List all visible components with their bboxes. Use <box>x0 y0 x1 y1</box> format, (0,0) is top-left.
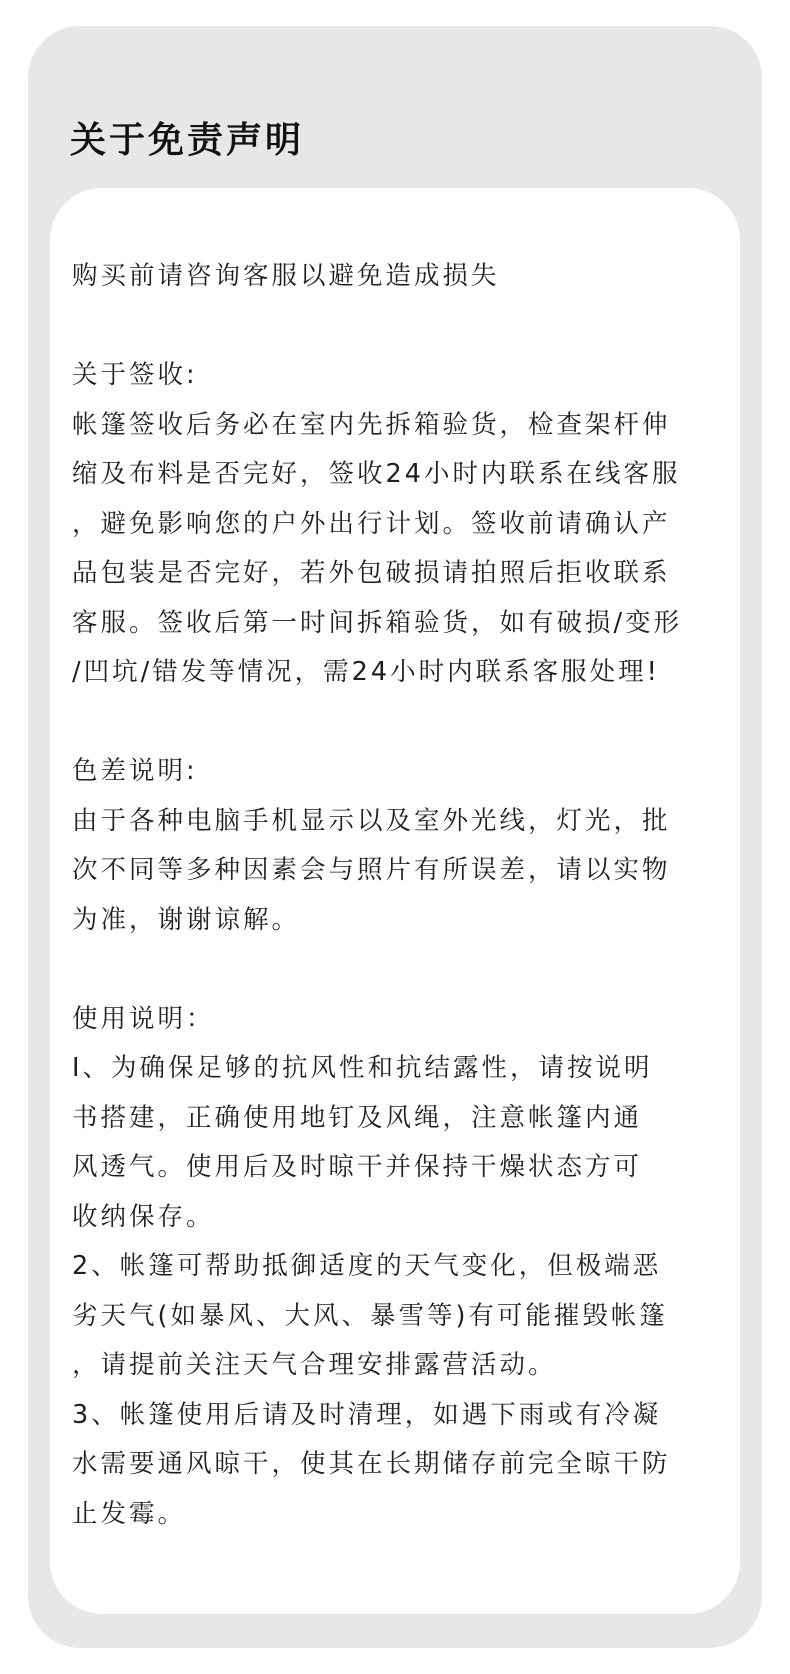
usage-text-line: 止发霉。 <box>72 1498 187 1529</box>
section-heading-usage: 使用说明： <box>72 1003 215 1034</box>
section-heading-sign: 关于签收: <box>72 360 198 390</box>
page-title: 关于免责声明 <box>70 120 305 161</box>
usage-text-line: ，请提前关注天气合理安排露营活动。 <box>72 1350 557 1380</box>
section-sign <box>72 351 744 698</box>
usage-text-line: 书搭建，正确使用地钉及风绳，注意帐篷内通 <box>72 1102 643 1133</box>
spacer <box>72 302 744 352</box>
usage-text-line: 3、帐篷使用后请及时清理，如遇下雨或有冷凝 <box>72 1399 662 1430</box>
color-text-line: 为准，谢谢谅解。 <box>72 904 301 935</box>
color-text-line: 次不同等多种因素会与照片有所误差，请以实物 <box>72 855 671 885</box>
disclaimer-content <box>72 252 744 1539</box>
sign-text-line: 客服。签收后第一时间拆箱验货，如有破损/变形 <box>72 607 683 638</box>
spacer <box>72 698 744 748</box>
sign-text-line: ，避免影响您的户外出行计划。签收前请确认产 <box>72 508 671 539</box>
usage-text-line: 2、帐篷可帮助抵御适度的天气变化，但极端恶 <box>72 1251 662 1281</box>
usage-text-line: I、为确保足够的抗风性和抗结露性，请按说明 <box>72 1053 653 1083</box>
usage-text-line: 风透气。使用后及时晾干并保持干燥状态方可 <box>72 1152 643 1182</box>
sign-text-line: 缩及布料是否完好，签收24小时内联系在线客服 <box>72 459 681 489</box>
sign-text-line: /凹坑/错发等情况，需24小时内联系客服处理! <box>72 657 660 687</box>
usage-text-line: 劣天气(如暴风、大风、暴雪等)有可能摧毁帐篷 <box>72 1300 668 1331</box>
intro-text: 购买前请咨询客服以避免造成损失 <box>72 261 500 291</box>
color-text-line: 由于各种电脑手机显示以及室外光线，灯光，批 <box>72 805 671 836</box>
spacer <box>72 945 744 995</box>
usage-text-line: 水需要通风晾干，使其在长期储存前完全晾干防 <box>72 1449 671 1479</box>
section-heading-color: 色差说明: <box>72 756 198 786</box>
usage-text-line: 收纳保存。 <box>72 1201 215 1232</box>
sign-text-line: 品包装是否完好，若外包破损请拍照后拒收联系 <box>72 558 671 588</box>
section-color <box>72 747 744 945</box>
sign-text-line: 帐篷签收后务必在室内先拆箱验货，检查架杆伸 <box>72 409 671 440</box>
section-usage <box>72 995 744 1540</box>
